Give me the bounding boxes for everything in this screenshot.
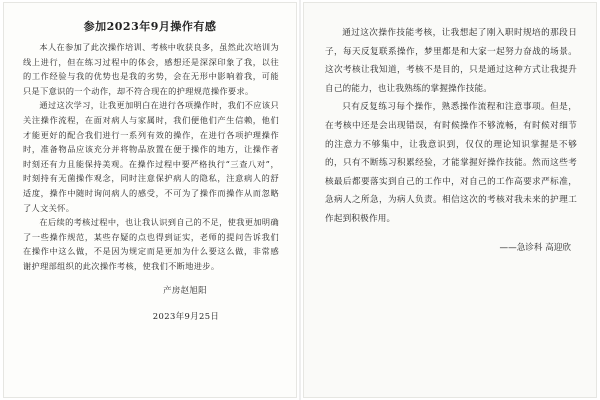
left-paragraph: 本人在参加了此次操作培训、考核中收获良多，虽然此次培训为线上进行，但在练习过程中的体会，感想还是深深印象了我，以往的工作经验与我的优势也是我的劣势，会在无形中影响着我，可能只是下意识的一个动作，却不符合现在的护理规范操作要求。 — [23, 42, 279, 96]
essay-title: 参加2023年9月操作有感 — [83, 20, 217, 33]
right-paragraph: 只有反复练习每个操作，熟悉操作流程和注意事项。但是，在考核中还是会出现错误，有时候操作不够流畅，有时候对细节的注意力不够集中，让我意识到，仅仅的理论知识掌握是不够的，只有不断练习积累经验，才能掌握好操作技能。然而这些考核最后都要落实到自己的工作中，对自己的工作高要求严标准，急病人之所急，为病人负责。相信这次的考核对我未来的护理工作起到积极作用。 — [325, 102, 577, 224]
left-page — [3, 2, 297, 398]
right-page — [303, 2, 597, 398]
left-signature: 产房赵旭阳 — [163, 284, 207, 295]
left-paragraph: 在后续的考核过程中，也让我认识到自己的不足，使我更加明确了一些操作规范，某些存疑的点也得到证实，老师的提问告诉我们在操作中这么做，不是因为规定而是更加为什么要这么做，非常感谢护理部组织的此次操作考核，使我们不断地进步。 — [23, 217, 279, 271]
right-signature: ——急诊科 高迎欣 — [499, 242, 571, 253]
right-essay-body — [325, 24, 577, 229]
page-divider — [299, 0, 301, 400]
left-paragraph: 通过这次学习，让我更加明白在进行各项操作时，我们不应该只关注操作流程，在面对病人与家属时，我们便他们产生信赖，他们才能更好的配合我们进行一系列有效的操作，在进行各项护理操作时，准备物品应该充分并将物品放置在便于操作的地方，让操作者时刻还有力且能保持美观。在操作过程中要严格执行“三查八对”，时刻持有无菌操作观念，同时注意保护病人的隐私，注意病人的舒适度，操作中随时询问病人的感受，不可为了操作而操作从而忽略了人文关怀。 — [23, 100, 279, 213]
left-date: 2023年9月25日 — [152, 310, 220, 321]
right-paragraph: 通过这次操作技能考核，让我想起了刚入职时规培的那段日子，每天反复联系操作，梦里都是和大家一起努力奋战的场景。这次考核让我知道，考核不是目的，只是通过这种方式让我提升自己的能力，也让我熟练的掌握操作技能。 — [325, 28, 577, 94]
left-essay-body — [23, 40, 279, 274]
